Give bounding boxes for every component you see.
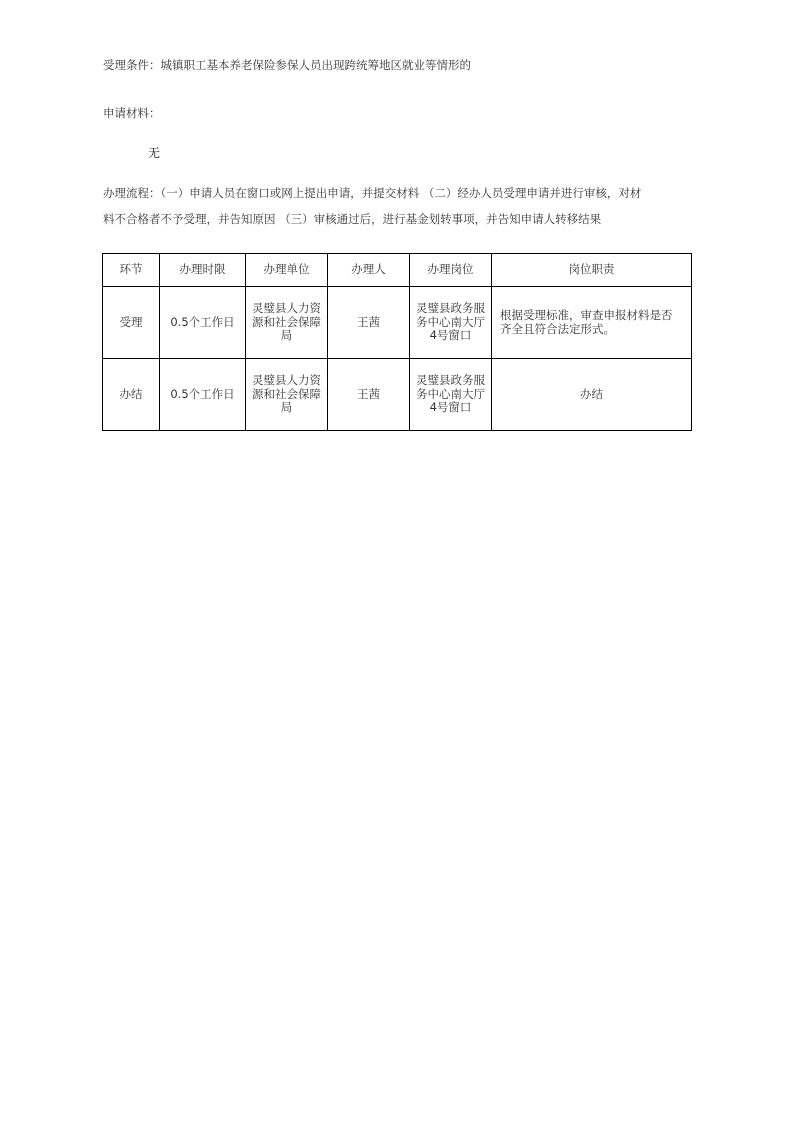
cell-post: 灵璧县政务服务中心南大厅4号窗口 xyxy=(410,359,492,431)
cell-unit: 灵璧县人力资源和社会保障局 xyxy=(246,287,328,359)
cell-duty: 根据受理标准，审查申报材料是否齐全且符合法定形式。 xyxy=(492,287,692,359)
header-post: 办理岗位 xyxy=(410,254,492,287)
process-line-1: 办理流程：（一）申请人员在窗口或网上提出申请，并提交材料 （二）经办人员受理申请并进行审核，对材 xyxy=(103,186,642,200)
procedure-table xyxy=(102,253,692,431)
cell-duty: 办结 xyxy=(492,359,692,431)
cell-stage: 办结 xyxy=(103,359,160,431)
header-unit: 办理单位 xyxy=(246,254,328,287)
table-header-row xyxy=(103,254,692,287)
cell-post: 灵璧县政务服务中心南大厅4号窗口 xyxy=(410,287,492,359)
cell-time-limit: 0.5个工作日 xyxy=(160,287,246,359)
cell-handler: 王茜 xyxy=(328,359,410,431)
header-handler: 办理人 xyxy=(328,254,410,287)
cell-handler: 王茜 xyxy=(328,287,410,359)
header-duty: 岗位职责 xyxy=(492,254,692,287)
process-line-2: 料不合格者不予受理，并告知原因 （三）审核通过后，进行基金划转事项，并告知申请人转移结果 xyxy=(103,212,602,226)
cell-unit: 灵璧县人力资源和社会保障局 xyxy=(246,359,328,431)
table-row xyxy=(103,287,692,359)
cell-time-limit: 0.5个工作日 xyxy=(160,359,246,431)
materials-label: 申请材料： xyxy=(103,106,161,120)
acceptance-conditions: 受理条件：城镇职工基本养老保险参保人员出现跨统筹地区就业等情形的 xyxy=(103,58,471,72)
header-stage: 环节 xyxy=(103,254,160,287)
header-time-limit: 办理时限 xyxy=(160,254,246,287)
cell-stage: 受理 xyxy=(103,287,160,359)
table-row xyxy=(103,359,692,431)
materials-value: 无 xyxy=(148,146,161,160)
